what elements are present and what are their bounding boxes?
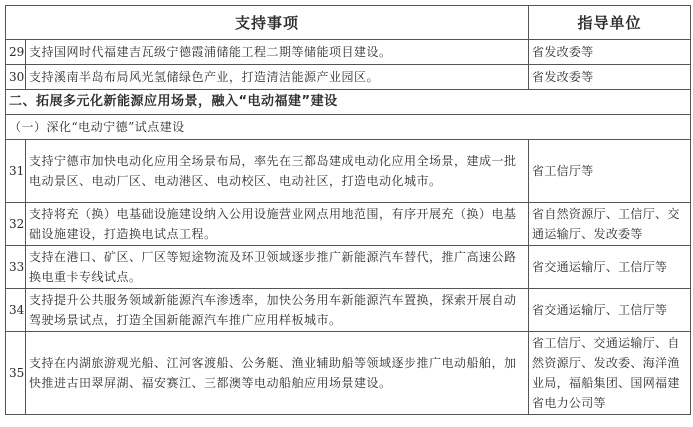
- section-heading: 二、拓展多元化新能源应用场景，融入“电动福建”建设: [6, 90, 691, 115]
- row-item: 支持提升公共服务领域新能源汽车渗透率，加快公务用车新能源汽车置换，探索开展自动驾驶场景试点，打造全国新能源汽车推广应用样板城市。: [26, 289, 529, 332]
- table-header-row: [6, 6, 691, 40]
- row-number: 32: [6, 203, 26, 246]
- section-heading-row: [6, 90, 691, 115]
- row-number: 29: [6, 40, 26, 65]
- row-item: 支持在港口、矿区、厂区等短途物流及环卫领域逐步推广新能源汽车替代，推广高速公路换电重卡专线试点。: [26, 246, 529, 289]
- subsection-heading: （一）深化“电动宁德”试点建设: [6, 115, 691, 140]
- table-row: [6, 140, 691, 203]
- row-unit: 省交通运输厅、工信厅等: [529, 246, 691, 289]
- table-row: [6, 40, 691, 65]
- header-guiding-unit: 指导单位: [529, 6, 691, 40]
- row-item: 支持宁德市加快电动化应用全场景布局，率先在三都岛建成电动化应用全场景，建成一批电动景区、电动厂区、电动港区、电动校区、电动社区，打造电动化城市。: [26, 140, 529, 203]
- table-row: [6, 65, 691, 90]
- row-unit: 省发改委等: [529, 40, 691, 65]
- row-unit: 省发改委等: [529, 65, 691, 90]
- row-item: 支持国网时代福建吉瓦级宁德霞浦储能工程二期等储能项目建设。: [26, 40, 529, 65]
- table-row: [6, 289, 691, 332]
- row-number: 31: [6, 140, 26, 203]
- table-row: [6, 203, 691, 246]
- row-unit: 省交通运输厅、工信厅等: [529, 289, 691, 332]
- row-number: 34: [6, 289, 26, 332]
- table-row: [6, 332, 691, 415]
- row-number: 30: [6, 65, 26, 90]
- header-support-items: 支持事项: [6, 6, 529, 40]
- support-items-table: [5, 5, 691, 415]
- row-item: 支持溪南半岛布局风光氢储绿色产业，打造清洁能源产业园区。: [26, 65, 529, 90]
- row-number: 35: [6, 332, 26, 415]
- row-number: 33: [6, 246, 26, 289]
- table-row: [6, 246, 691, 289]
- row-item: 支持在内湖旅游观光船、江河客渡船、公务艇、渔业辅助船等领域逐步推广电动船舶，加快推进古田翠屏湖、福安赛江、三都澳等电动船舶应用场景建设。: [26, 332, 529, 415]
- row-item: 支持将充（换）电基础设施建设纳入公用设施营业网点用地范围，有序开展充（换）电基础设施建设，打造换电试点工程。: [26, 203, 529, 246]
- row-unit: 省工信厅等: [529, 140, 691, 203]
- row-unit: 省自然资源厅、工信厅、交通运输厅、发改委等: [529, 203, 691, 246]
- subsection-heading-row: [6, 115, 691, 140]
- row-unit: 省工信厅、交通运输厅、自然资源厅、发改委、海洋渔业局，福船集团、国网福建省电力公司等: [529, 332, 691, 415]
